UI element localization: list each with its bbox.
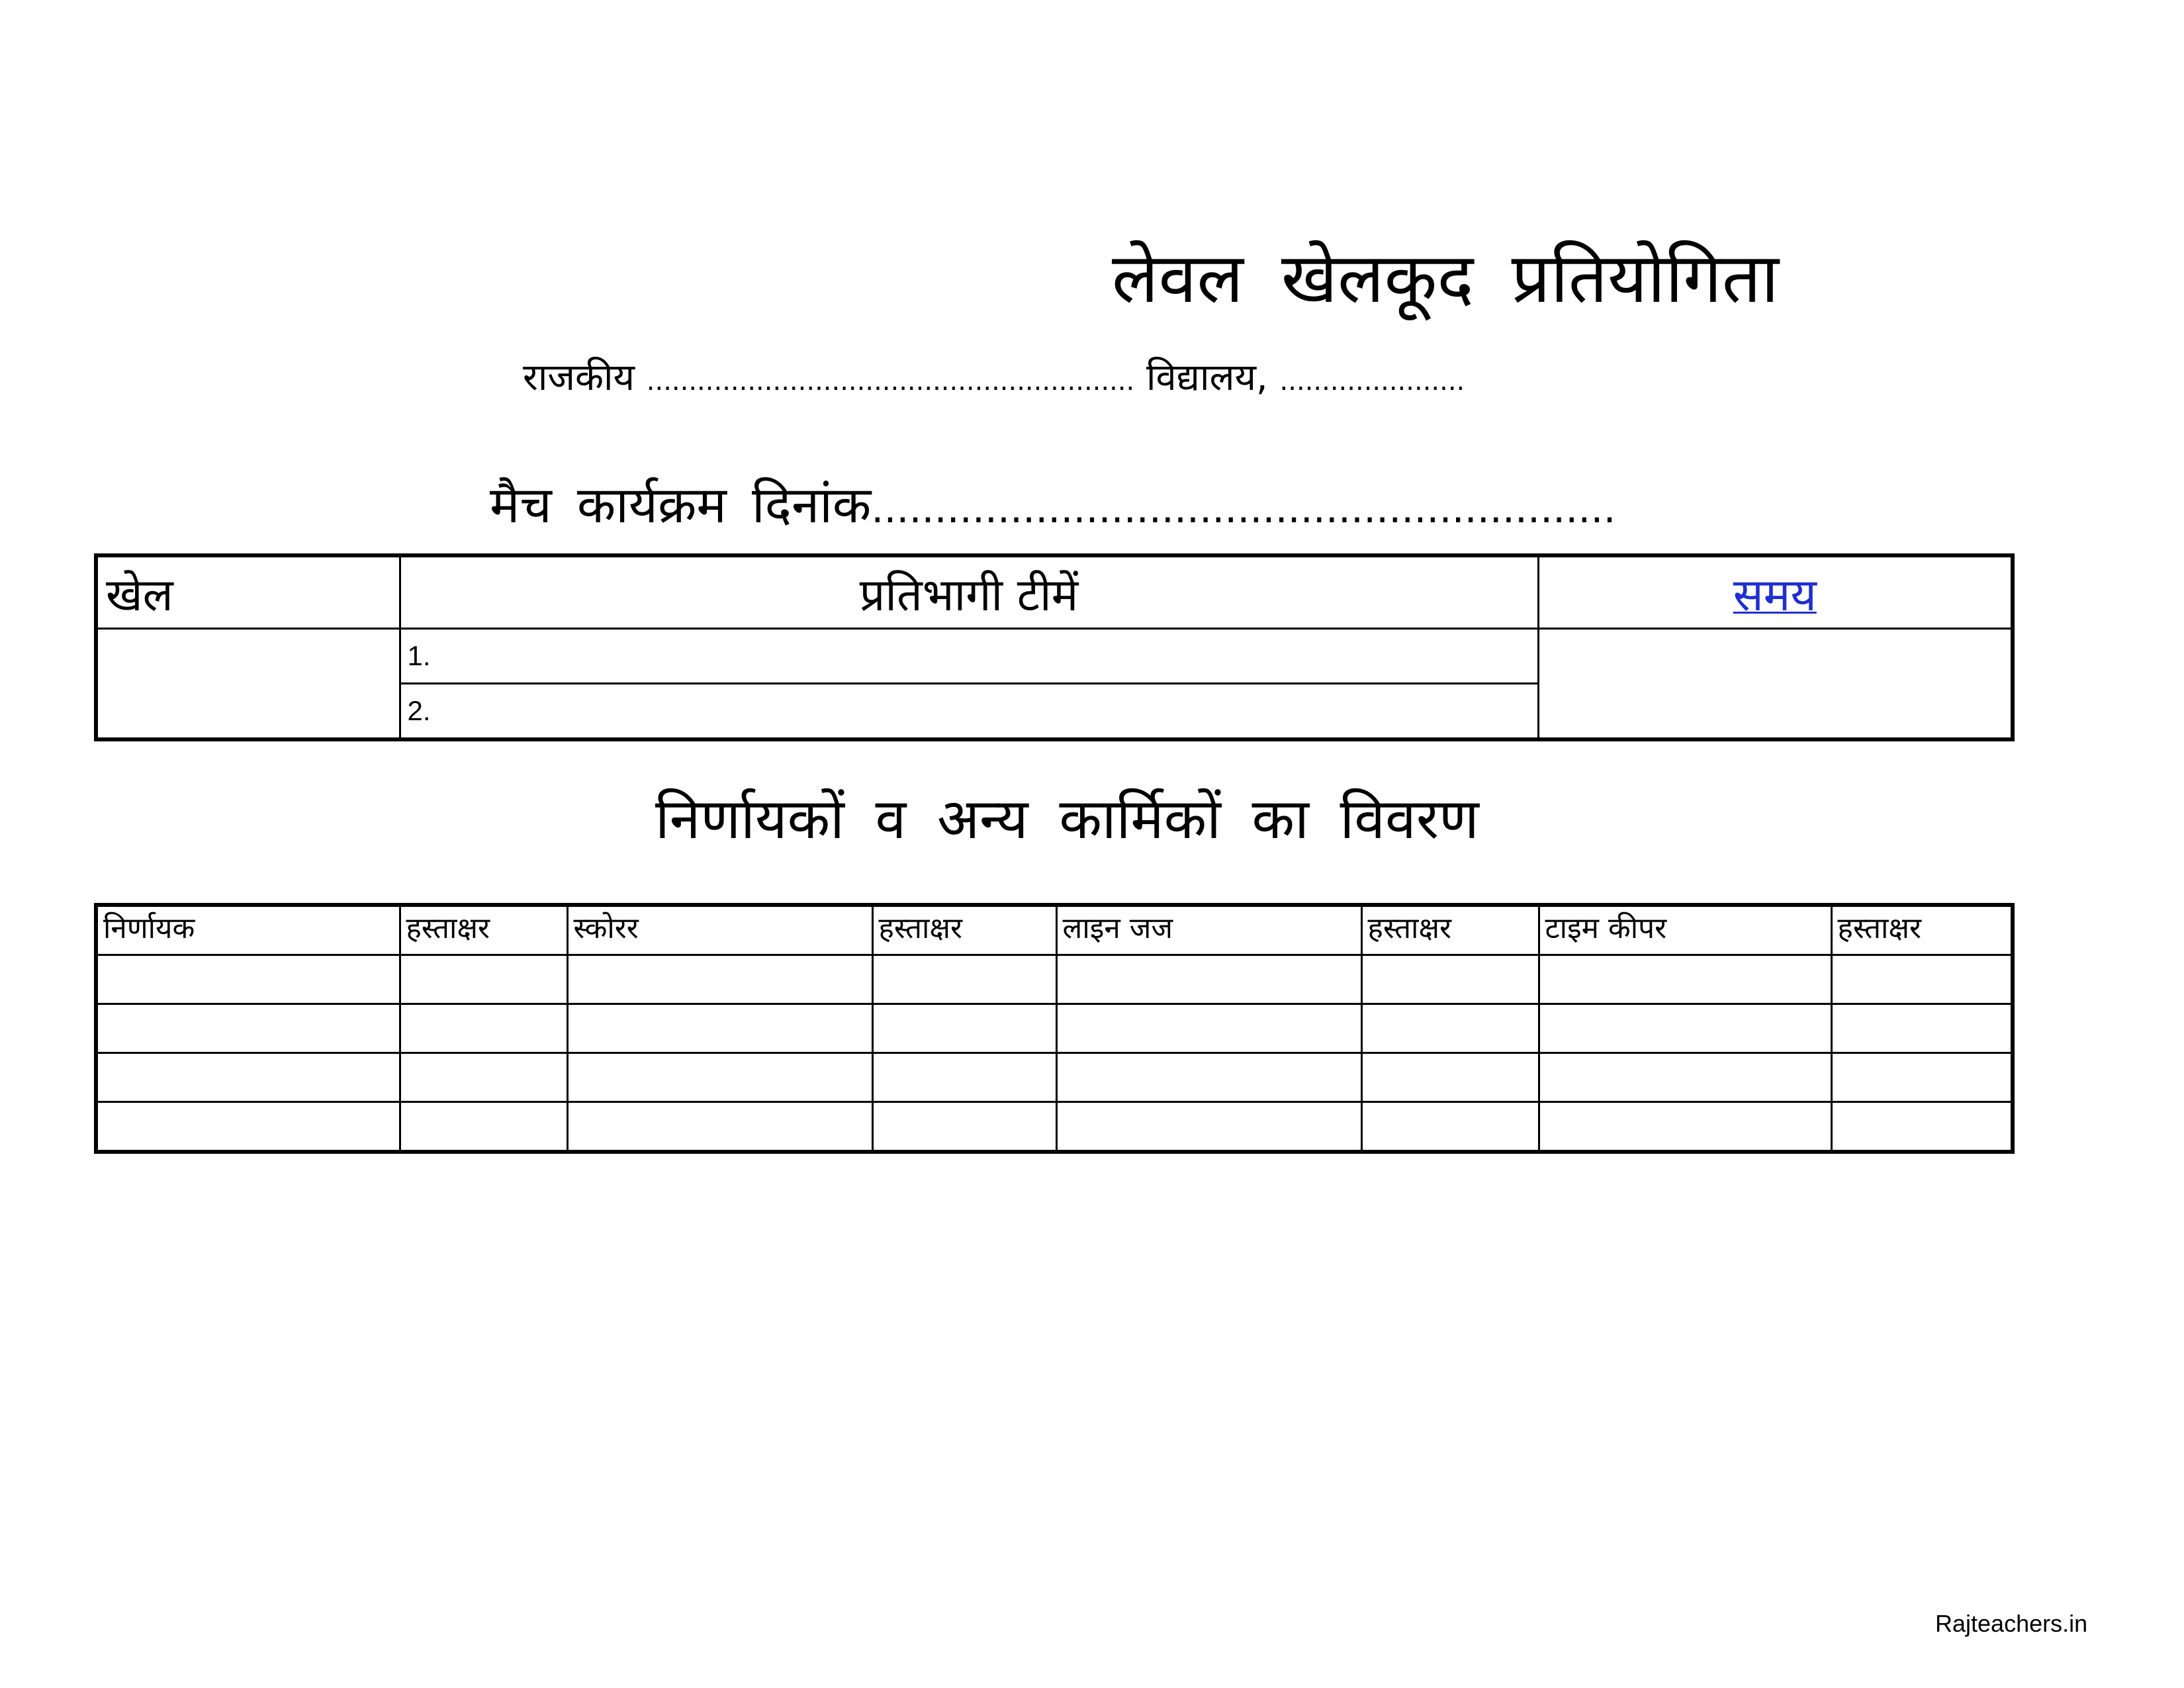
table-cell[interactable] [872, 1102, 1056, 1152]
officials-row [96, 1004, 2013, 1053]
match-table [94, 553, 2015, 741]
officials-row [96, 1053, 2013, 1102]
table-cell[interactable] [400, 1102, 567, 1152]
officials-table [94, 903, 2015, 1154]
table-cell[interactable] [1539, 1053, 1831, 1102]
col-line-judge-header: लाइन जज [1056, 905, 1361, 955]
table-cell[interactable] [872, 955, 1056, 1004]
table-cell[interactable] [567, 1004, 872, 1053]
col-signature-header: हस्ताक्षर [872, 905, 1056, 955]
match-date-blank: ........................................................... [871, 486, 1616, 532]
table-cell[interactable] [1539, 955, 1831, 1004]
table-cell[interactable] [96, 1004, 400, 1053]
table-cell[interactable] [96, 1053, 400, 1102]
match-heading-text: मैच कार्यक्रम दिनांक [490, 475, 872, 534]
team-1-cell[interactable]: 1. [400, 629, 1538, 684]
col-scorer-header: स्कोरर [567, 905, 872, 955]
table-cell[interactable] [567, 955, 872, 1004]
table-cell[interactable] [1831, 955, 2013, 1004]
col-signature-header: हस्ताक्षर [400, 905, 567, 955]
table-cell[interactable] [1361, 1053, 1539, 1102]
school-prefix: राजकीय [523, 356, 635, 399]
time-cell[interactable] [1538, 629, 2013, 740]
school-label: विद्यालय, [1146, 356, 1268, 399]
match-schedule-heading [490, 475, 1616, 534]
col-time-keeper-header: टाइम कीपर [1539, 905, 1831, 955]
school-line [523, 356, 1465, 399]
table-cell[interactable] [96, 955, 400, 1004]
table-cell[interactable] [400, 1004, 567, 1053]
watermark: Rajteachers.in [1935, 1610, 2088, 1637]
time-link[interactable]: समय [1733, 569, 1817, 622]
table-cell[interactable] [872, 1053, 1056, 1102]
col-game-header: खेल [96, 555, 400, 629]
officials-row [96, 1102, 2013, 1152]
table-cell[interactable] [1056, 1053, 1361, 1102]
page-title: लेवल खेलकूद प्रतियोगिता [1112, 238, 1779, 318]
table-cell[interactable] [567, 1053, 872, 1102]
table-cell[interactable] [567, 1102, 872, 1152]
table-cell[interactable] [400, 955, 567, 1004]
table-cell[interactable] [1831, 1102, 2013, 1152]
table-cell[interactable] [1056, 1102, 1361, 1152]
table-cell[interactable] [96, 1102, 400, 1152]
match-table-header-row [96, 555, 2013, 629]
table-cell[interactable] [1539, 1004, 1831, 1053]
table-cell[interactable] [1361, 955, 1539, 1004]
table-cell[interactable] [1361, 1004, 1539, 1053]
team-2-cell[interactable]: 2. [400, 684, 1538, 740]
place-blank: ...................... [1279, 366, 1465, 397]
table-cell[interactable] [1056, 1004, 1361, 1053]
table-cell[interactable] [1831, 1053, 2013, 1102]
officials-heading: निर्णायकों व अन्य कार्मिकों का विवरण [655, 786, 1479, 851]
officials-header-row [96, 905, 2013, 955]
table-cell[interactable] [400, 1053, 567, 1102]
table-cell[interactable] [1539, 1102, 1831, 1152]
match-table-row [96, 629, 2013, 684]
school-name-blank: .......................................................... [646, 366, 1135, 397]
col-signature-header: हस्ताक्षर [1831, 905, 2013, 955]
officials-row [96, 955, 2013, 1004]
col-signature-header: हस्ताक्षर [1361, 905, 1539, 955]
table-cell[interactable] [1831, 1004, 2013, 1053]
col-time-header[interactable] [1538, 555, 2013, 629]
table-cell[interactable] [1361, 1102, 1539, 1152]
col-judge-header: निर्णायक [96, 905, 400, 955]
table-cell[interactable] [872, 1004, 1056, 1053]
table-cell[interactable] [1056, 955, 1361, 1004]
game-cell[interactable] [96, 629, 400, 740]
col-teams-header: प्रतिभागी टीमें [400, 555, 1538, 629]
